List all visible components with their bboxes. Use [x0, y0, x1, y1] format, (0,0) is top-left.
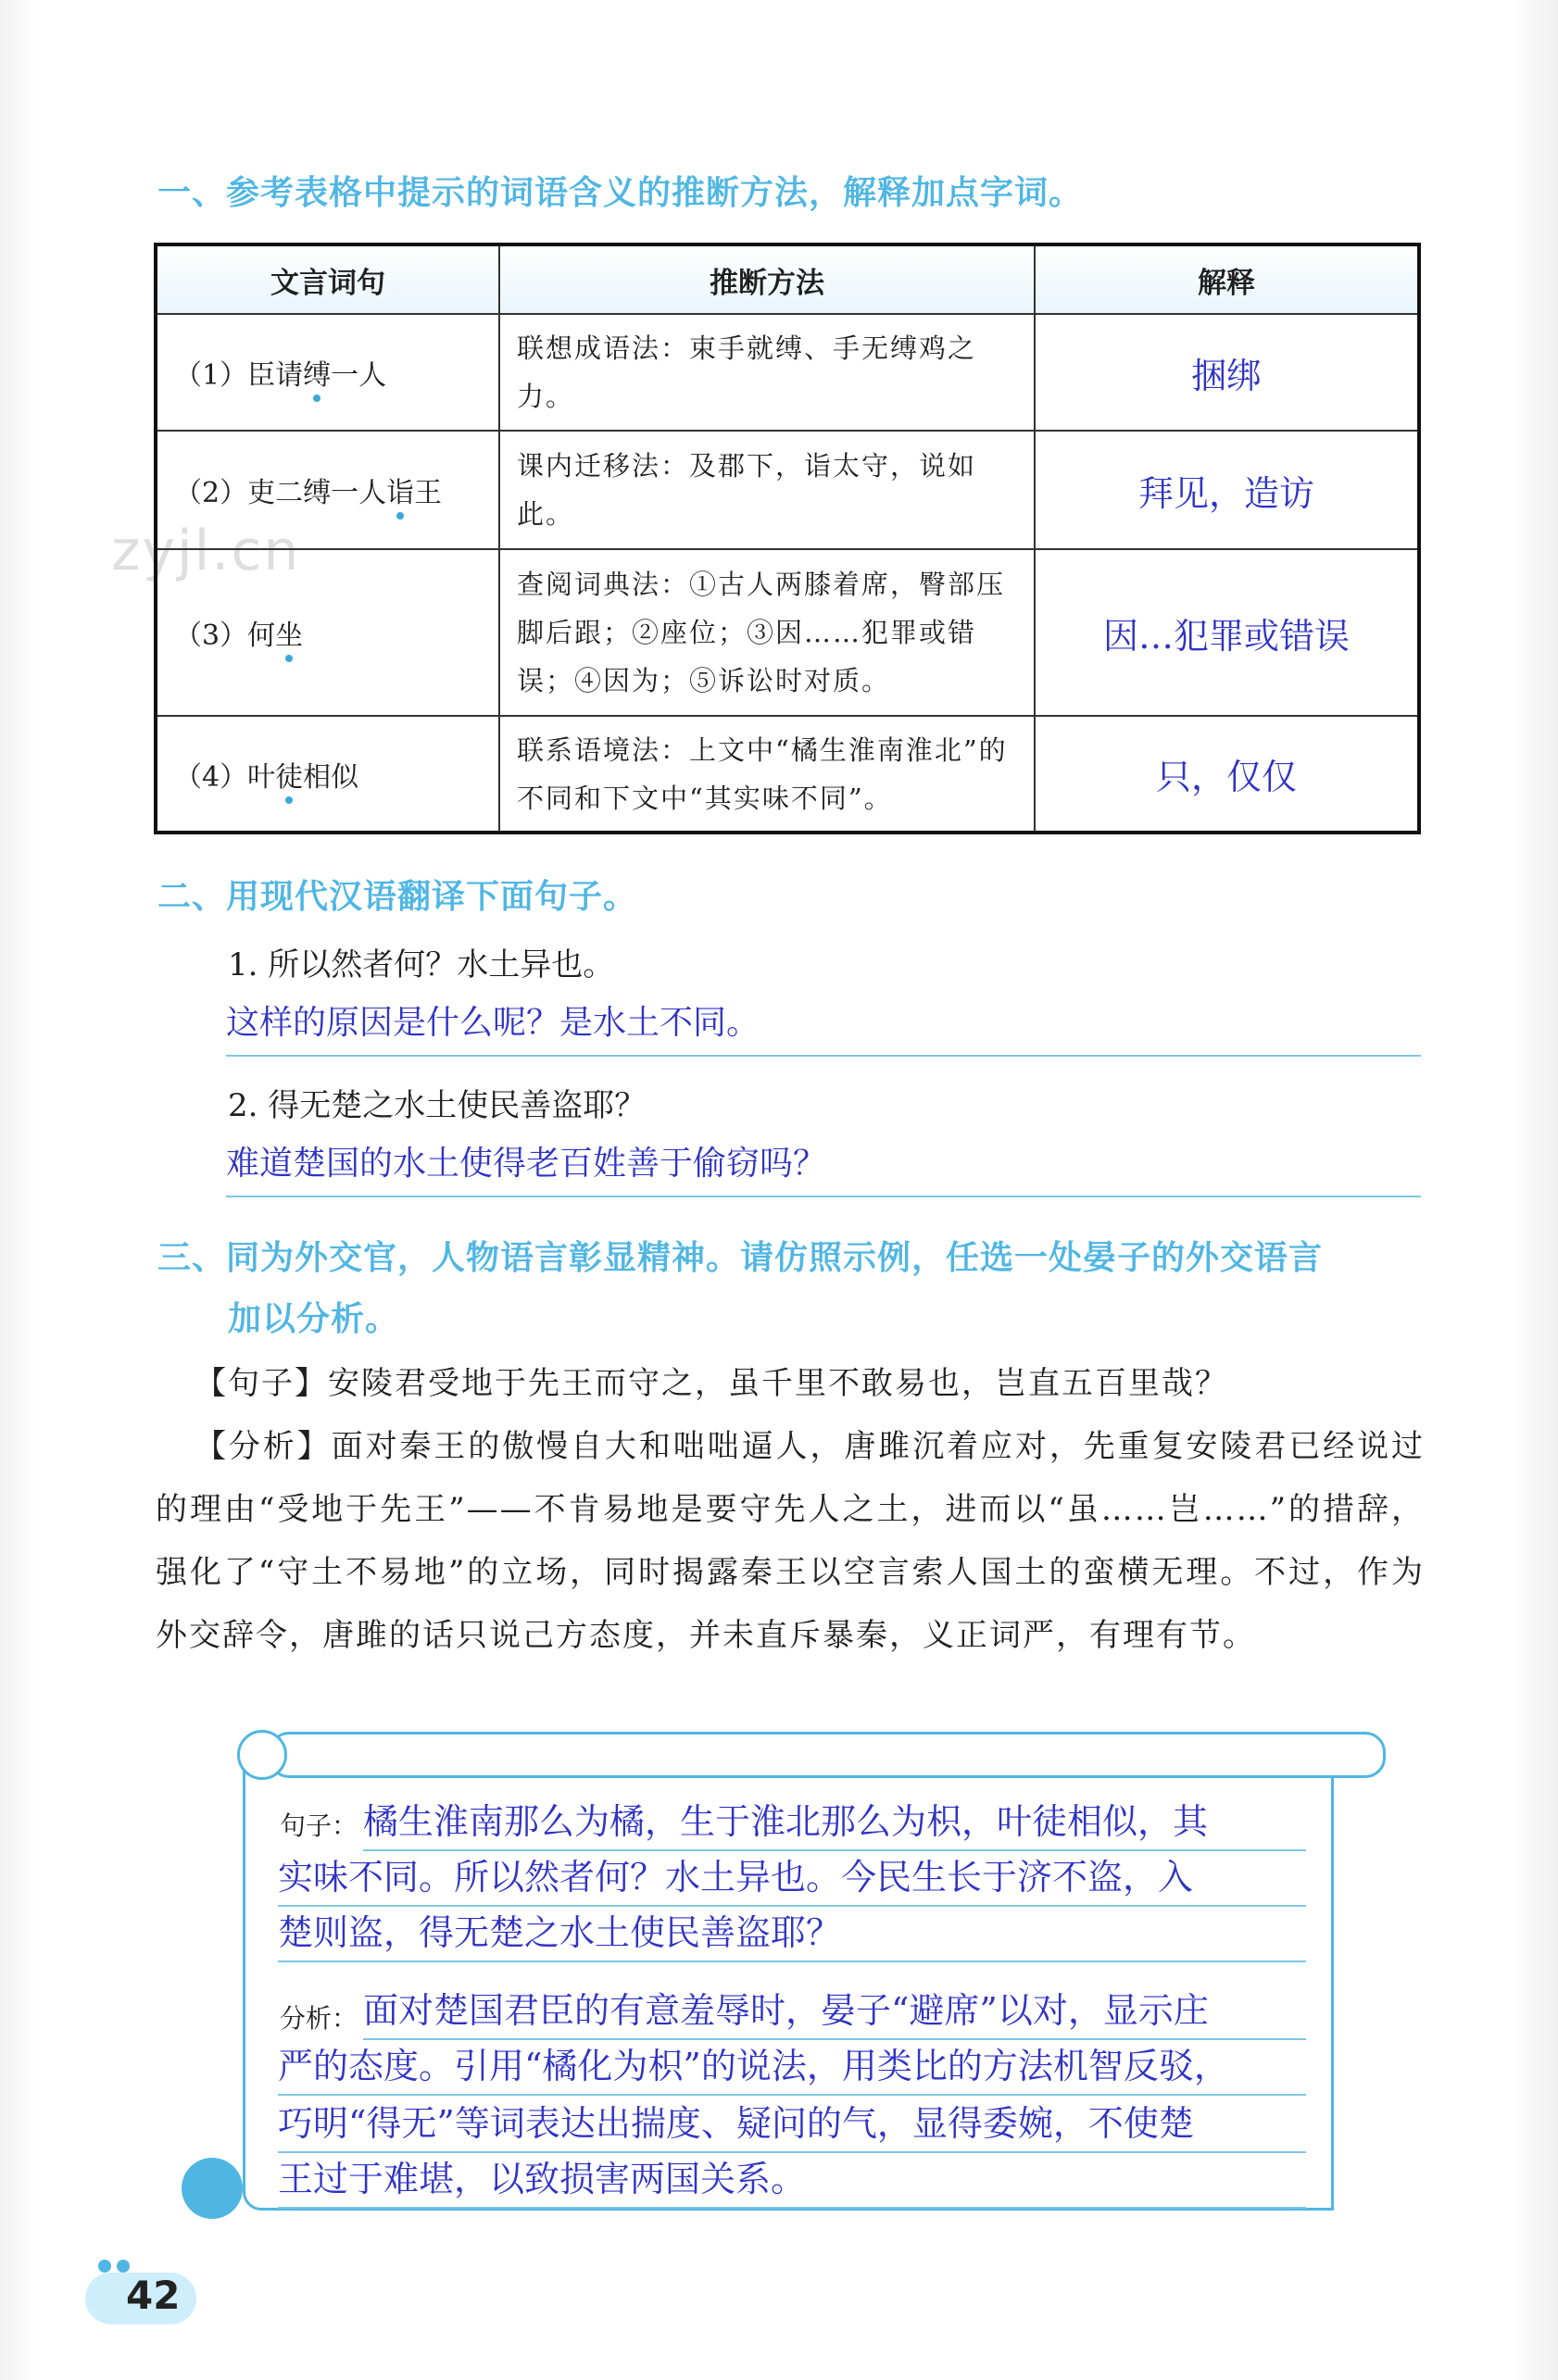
header-phrase: 文言词句 [156, 244, 499, 314]
dotted-word: 诣 [386, 470, 414, 510]
analysis-line: 面对楚国君臣的有意羞辱时，晏子“避席”以对，显示庄 [363, 1982, 1306, 2040]
table-row [156, 314, 1419, 431]
method-cell: 联想成语法：束手就缚、手无缚鸡之力。 [499, 314, 1035, 431]
phrase-cell [156, 716, 499, 833]
scroll-curl-icon [237, 1730, 287, 1780]
phrase-text: （3）何 [174, 620, 276, 652]
table-header-row [156, 244, 1419, 314]
dotted-word: 坐 [275, 612, 303, 653]
header-explanation: 解释 [1035, 244, 1419, 314]
method-cell: 查阅词典法：①古人两膝着席，臀部压脚后跟；②座位；③因……犯罪或错误；④因为；⑤诉讼时对质。 [499, 549, 1035, 716]
example-analysis: 【分析】面对秦王的傲慢自大和咄咄逼人，唐雎沉着应对，先重复安陵君已经说过的理由“受地于先王”——不肯易地是要守先人之土，进而以“虽……岂……”的措辞，强化了“守土不易地”的立场，同时揭露秦王以空言索人国土的蛮横无理。不过，作为外交辞令，唐雎的话只说己方态度，并未直斥暴秦，义正词严，有理有节。 [156, 1428, 1425, 1654]
method-cell: 联系语境法：上文中“橘生淮南淮北”的不同和下文中“其实味不同”。 [499, 716, 1035, 833]
section3-heading-line1: 三、同为外交官，人物语言彰显精神。请仿照示例，任选一处晏子的外交语言 [157, 1239, 1324, 1277]
antenna-icon [117, 2260, 130, 2273]
header-method: 推断方法 [499, 244, 1035, 314]
method-cell: 课内迁移法：及郡下，诣太守，说如此。 [499, 431, 1035, 549]
answer-cell: 拜见，造访 [1035, 431, 1419, 549]
sentence-line: 楚则盗，得无楚之水土使民善盗耶？ [278, 1904, 1306, 1962]
analysis-line: 巧明“得无”等词表达出揣度、疑问的气，显得委婉，不使楚 [278, 2095, 1306, 2153]
question-1: 1. 所以然者何？水土异也。 [228, 946, 615, 983]
phrase-text: 一人 [331, 359, 387, 392]
scroll-bottom-curl-icon [182, 2158, 243, 2219]
answer-cell: 捆绑 [1035, 314, 1419, 431]
watermark: zyjl.cn [111, 519, 301, 583]
page-number-badge [85, 2260, 196, 2324]
phrase-text: （4）叶 [174, 760, 276, 794]
answer-cell: 因…犯罪或错误 [1035, 549, 1419, 716]
section1-heading: 一、参考表格中提示的词语含义的推断方法，解释加点字词。 [157, 174, 1084, 212]
scroll-top-decoration [269, 1732, 1386, 1778]
table-row [156, 716, 1419, 833]
phrase-text: （1）臣请 [174, 359, 304, 392]
answer-1: 这样的原因是什么呢？是水土不同。 [226, 996, 1421, 1057]
phrase-text: （2）吏二缚一人 [174, 477, 387, 509]
vocab-table [154, 243, 1421, 834]
phrase-text: 王 [414, 477, 443, 509]
section3-heading-line2: 加以分析。 [228, 1300, 400, 1338]
sentence-label: 句子： [280, 1810, 358, 1841]
example-sentence: 【句子】安陵君受地于先王而守之，虽千里不敢易也，岂直五百里哉？ [195, 1365, 1228, 1402]
table-row [156, 549, 1419, 716]
sentence-line: 实味不同。所以然者何？水土异也。今民生长于济不盗，入 [278, 1848, 1306, 1907]
page-number: 42 [126, 2273, 181, 2318]
antenna-icon [98, 2260, 111, 2273]
sentence-line: 橘生淮南那么为橘，生于淮北那么为枳，叶徒相似，其 [363, 1793, 1306, 1851]
analysis-label: 分析： [280, 2003, 358, 2034]
dotted-word: 徒 [275, 754, 303, 795]
section2-heading: 二、用现代汉语翻译下面句子。 [157, 878, 638, 916]
phrase-cell [156, 314, 499, 431]
answer-2: 难道楚国的水土使得老百姓善于偷窃吗？ [226, 1137, 1421, 1197]
phrase-text: 相似 [303, 760, 359, 794]
answer-cell: 只，仅仅 [1035, 716, 1419, 833]
question-2: 2. 得无楚之水土使民善盗耶？ [228, 1087, 647, 1124]
phrase-cell [156, 549, 499, 716]
table-row [156, 431, 1419, 549]
phrase-cell [156, 431, 499, 549]
dotted-word: 缚 [303, 352, 331, 393]
analysis-line: 严的态度。引用“橘化为枳”的说法，用类比的方法机智反驳， [278, 2037, 1306, 2096]
analysis-line: 王过于难堪，以致损害两国关系。 [278, 2150, 1306, 2209]
